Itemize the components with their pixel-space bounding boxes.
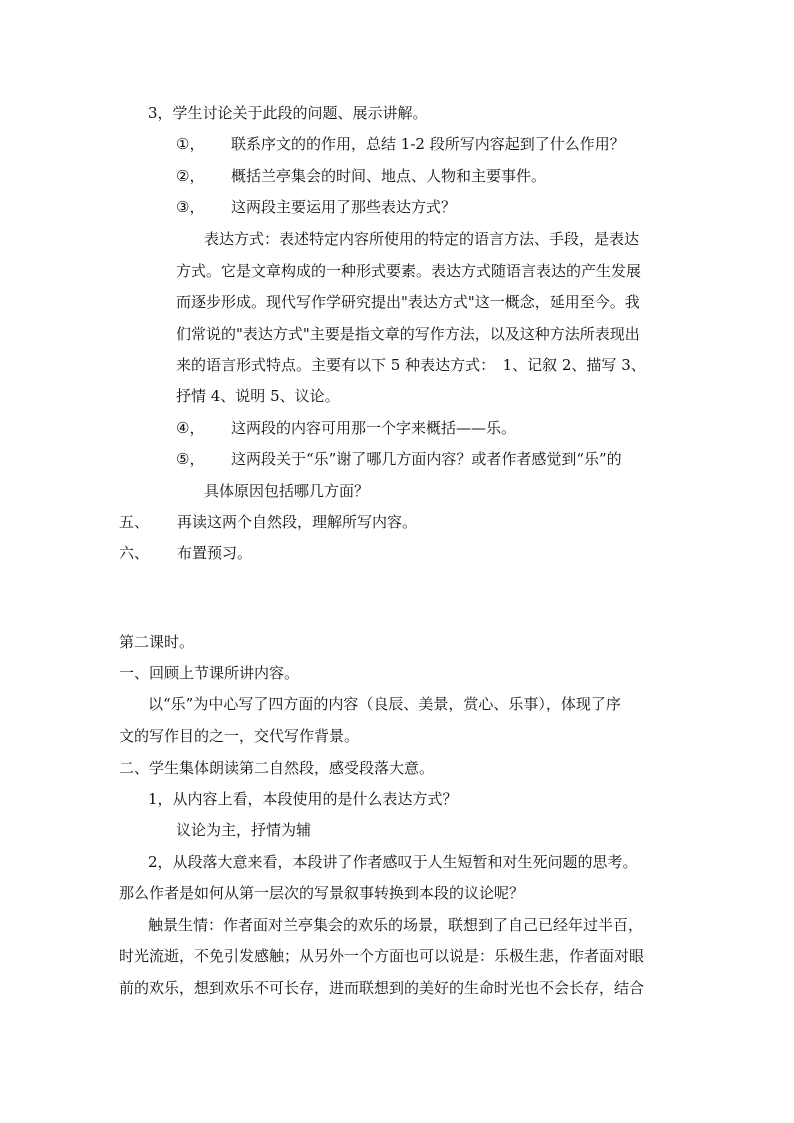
item-number: ②， [176, 167, 205, 185]
section-heading: 一、回顾上节课所讲内容。 [119, 664, 300, 682]
list-item [176, 166, 546, 186]
item-text: 概括兰亭集会的时间、地点、人物和主要事件。 [231, 167, 547, 185]
text-line: 表达方式：表述特定内容所使用的特定的语言方法、手段，是表达 [204, 230, 640, 248]
lesson-title: 第二课时。 [119, 633, 195, 651]
text-line: 时光流逝，不免引发感触；从另外一个方面也可以说是：乐极生悲，作者面对眼 [119, 947, 645, 965]
text-line: 文的写作目的之一，交代写作背景。 [119, 727, 360, 745]
list-item [176, 134, 625, 154]
text-line: 前的欢乐，想到欢乐不可长存，进而联想到的美好的生命时光也不会长存，结合 [119, 979, 645, 997]
item-text: 这两段主要运用了那些表达方式？ [231, 198, 457, 216]
item-number: ①， [176, 135, 205, 153]
section-heading: 二、学生集体朗读第二自然段，感受段落大意。 [119, 759, 435, 777]
item-number: ③， [176, 198, 205, 216]
text-line: 们常说的"表达方式"主要是指文章的写作方法，以及这种方法所表现出 [176, 325, 640, 343]
section-number: 六、 [119, 544, 150, 562]
text-line: 抒情 4、说明 5、议论。 [176, 387, 340, 405]
question-line: 1，从内容上看，本段使用的是什么表达方式？ [148, 790, 458, 808]
section-number: 五、 [119, 513, 150, 531]
text-line: 而逐步形成。现代写作学研究提出"表达方式"这一概念，延用至今。我 [176, 293, 640, 311]
answer-line: 议论为主，抒情为辅 [176, 821, 312, 839]
section-text: 再读这两个自然段，理解所写内容。 [177, 513, 418, 531]
text-line: 以“乐”为中心写了四方面的内容（良辰、美景，赏心、乐事），体现了序 [148, 695, 621, 713]
text-line: 具体原因包括哪几方面？ [204, 482, 370, 500]
text-line: 触景生情：作者面对兰亭集会的欢乐的场景，联想到了自己已经年过半百， [148, 916, 644, 934]
text-line: 方式。它是文章构成的一种形式要素。表达方式随语言表达的产生发展 [176, 262, 642, 280]
item-text: 联系序文的的作用，总结 1-2 段所写内容起到了什么作用？ [231, 135, 625, 153]
text-line: 那么作者是如何从第一层次的写景叙事转换到本段的议论呢？ [119, 884, 525, 902]
question-line: 2，从段落大意来看，本段讲了作者感叹于人生短暂和对生死问题的思考。 [148, 853, 638, 871]
section-text: 布置预习。 [177, 544, 253, 562]
section-heading [119, 543, 252, 563]
list-item [176, 197, 456, 217]
item-number: ⑤， [176, 450, 205, 468]
list-item [176, 449, 622, 469]
list-item [176, 418, 516, 438]
item-text: 这两段的内容可用那一个字来概括——乐。 [231, 419, 517, 437]
section-heading [119, 512, 417, 532]
item-number: ④， [176, 419, 205, 437]
text-line: 3，学生讨论关于此段的问题、展示讲解。 [148, 104, 428, 122]
item-text: 这两段关于“乐”谢了哪几方面内容？或者作者感觉到“乐”的 [231, 450, 622, 468]
text-line: 来的语言形式特点。主要有以下 5 种表达方式： 1、记叙 2、描写 3、 [176, 356, 646, 374]
